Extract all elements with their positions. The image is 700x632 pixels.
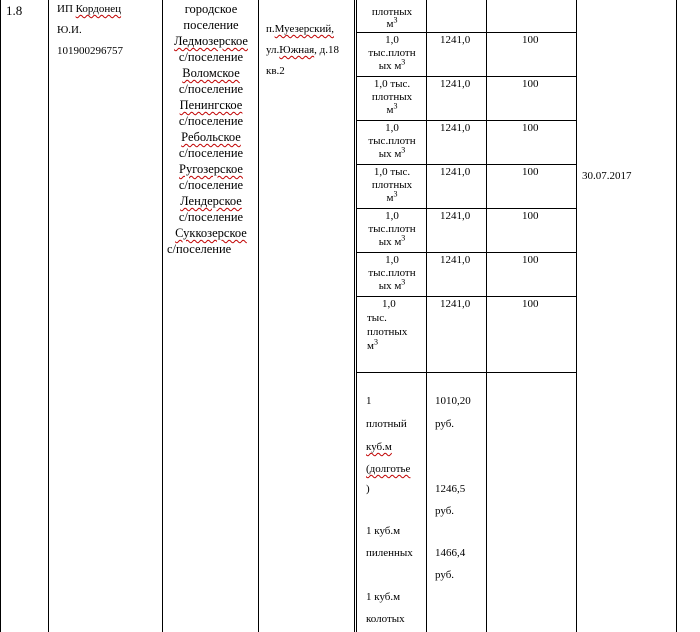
percent-cell: 100 <box>522 254 539 266</box>
table-border-right <box>676 0 677 632</box>
table-border-col7 <box>486 0 487 632</box>
unit-text: плотный <box>366 418 407 430</box>
row-divider <box>356 32 577 33</box>
unit-price: 1010,20 <box>435 395 471 407</box>
settlement-type: с/поселение <box>178 210 244 224</box>
document-page: 1.8 ИП Кордонец Ю.И. 101900296757 городское поселение Ледмозерское с/поселение Воломское с/поселение Пенингское с/поселение Ребольское с/поселение Ругозерское с/поселение Лендерское с/поселение Суккозерское с/поселение п.Муезерский, ул.Южная, д.18 кв.2 плотных $м^3$ 1,0 тыс.плотн ых $м^3$ 1,0 тыс. плотных $м^3$ 1,0 тыс.плотн ых $м^3$ 1,0 тыс. плотных $м^3$ 1,0 тыс.плотн ых $м^3$ 1,0 тыс.плотн ых $м^3$ 1,0 тыс. плотных $м^3$ 1241,0 1241,0 1241,0 1241,0 1241,0 1241,0 1241,0 100 100 100 100 100 100 100 30.07.2017 1 плотный куб.м (долготье ) 1 куб.м пиленных 1 куб.м колотых 1010,20 руб. 1246,5 руб. 1466,4 руб. <box>0 0 700 632</box>
price-cell: 1241,0 <box>440 298 471 310</box>
table-border-col6 <box>426 0 427 632</box>
unit-text: ) <box>366 483 370 495</box>
settlement-name: Ребольское <box>181 130 241 144</box>
settlement-type: с/поселение <box>178 146 244 160</box>
unit-text: колотых <box>366 613 405 625</box>
settlement-type: с/поселение <box>167 242 232 256</box>
settlement-type: городское <box>184 2 238 16</box>
row-divider <box>356 76 577 77</box>
unit-price: 1466,4 <box>435 547 466 559</box>
settlement-name: Лендерское <box>180 194 242 208</box>
address-line-1: п.Муезерский, <box>266 23 334 35</box>
table-border-col5a <box>356 0 357 632</box>
percent-cell: 100 <box>522 210 539 222</box>
table-border-col8 <box>576 0 577 632</box>
table-border-col2 <box>162 0 163 632</box>
row-divider <box>356 252 577 253</box>
unit-text: пиленных <box>366 547 413 559</box>
settlement-type: с/поселение <box>178 178 244 192</box>
unit-price: руб. <box>435 505 455 517</box>
address-line-2: ул.Южная, д.18 <box>266 44 339 56</box>
price-cell: 1241,0 <box>440 254 471 266</box>
percent-cell: 100 <box>522 166 539 178</box>
row-divider <box>356 120 577 121</box>
entity-initials: Ю.И. <box>57 24 82 36</box>
percent-cell: 100 <box>522 78 539 90</box>
row-number: 1.8 <box>6 3 23 18</box>
entity-name: ИП Кордонец <box>57 3 122 15</box>
price-cell: 1241,0 <box>440 34 471 46</box>
table-border-col4 <box>354 0 355 632</box>
price-cell: 1241,0 <box>440 122 471 134</box>
row-divider <box>356 296 577 297</box>
row-divider <box>356 208 577 209</box>
row-divider <box>356 164 577 165</box>
settlement-name: Ледмозерское <box>174 34 248 48</box>
entity-inn: 101900296757 <box>57 45 123 57</box>
table-border-col3 <box>258 0 259 632</box>
address-line-3: кв.2 <box>266 65 285 77</box>
settlement-type: с/поселение <box>178 82 244 96</box>
price-cell: 1241,0 <box>440 210 471 222</box>
table-border-col1 <box>48 0 49 632</box>
price-cell: 1241,0 <box>440 166 471 178</box>
settlement-type: с/поселение <box>178 50 244 64</box>
percent-cell: 100 <box>522 34 539 46</box>
table-border-left <box>0 0 1 632</box>
percent-cell: 100 <box>522 298 539 310</box>
row-divider <box>356 372 577 373</box>
settlement-name: Ругозерское <box>179 162 243 176</box>
settlement-name: Суккозерское <box>175 226 247 240</box>
settlement-name: Пенингское <box>179 98 243 112</box>
price-cell: 1241,0 <box>440 78 471 90</box>
unit-text: 1 куб.м <box>366 591 401 603</box>
unit-price: 1246,5 <box>435 483 466 495</box>
settlement-type: с/поселение <box>178 114 244 128</box>
settlement-type: поселение <box>183 18 239 32</box>
unit-text: 1 куб.м <box>366 525 401 537</box>
settlement-name: Воломское <box>182 66 240 80</box>
percent-cell: 100 <box>522 122 539 134</box>
unit-text: 1 <box>366 395 372 407</box>
date-cell: 30.07.2017 <box>582 170 632 182</box>
unit-text: куб.м <box>366 441 392 453</box>
unit-text: (долготье <box>366 463 411 475</box>
unit-price: руб. <box>435 418 455 430</box>
unit-price: руб. <box>435 569 455 581</box>
